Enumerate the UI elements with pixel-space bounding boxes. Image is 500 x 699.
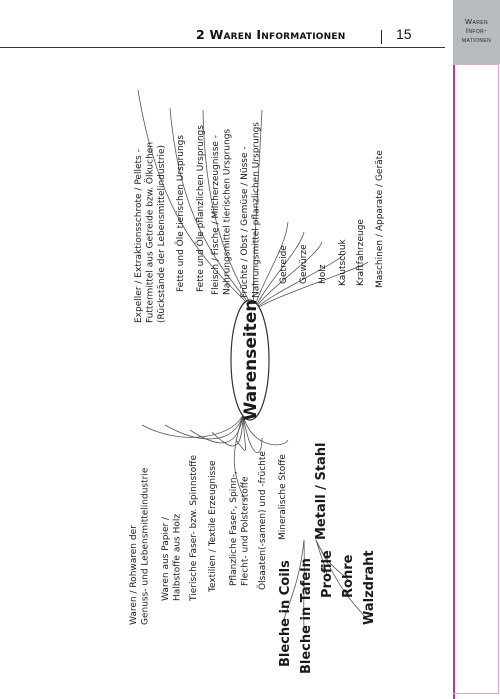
section-tab-label: Waren Infor- mationen bbox=[461, 17, 492, 44]
branch-label: Gewürze bbox=[299, 244, 309, 284]
branch-label: Tierische Faser- bzw. Spinnstoffe bbox=[189, 454, 199, 601]
branch-label: Fette und Öle tierischen Ursprungs bbox=[176, 134, 186, 292]
metal-branch-label: Metall / Stahl bbox=[314, 442, 329, 540]
metal-branch bbox=[278, 442, 377, 674]
branch-label: Fette und Öle pflanzlichen Ursprungs bbox=[196, 125, 206, 292]
metal-item: Profile bbox=[320, 550, 335, 598]
branch-label: Getreide bbox=[279, 245, 289, 284]
branch-label: Kraftfahrzeuge bbox=[356, 219, 366, 286]
branch-label: Waren / Rohwaren der Genuss- und Lebensmittelindustrie bbox=[129, 467, 151, 625]
branch-label: Waren aus Papier / Halbstoffe aus Holz bbox=[161, 513, 183, 601]
chapter-title: Waren Informationen bbox=[209, 27, 346, 42]
branch-label: Früchte / Obst / Gemüse / Nüsse - Nahrungsmittel pflanzlichen Ursprungs bbox=[240, 122, 262, 298]
metal-item: Bleche in Tafeln bbox=[299, 558, 314, 674]
branch-label: Kautschuk bbox=[338, 239, 348, 286]
branch-label: Holz bbox=[318, 264, 328, 284]
branch-label: Textilien / Textile Erzeugnisse bbox=[208, 460, 218, 592]
branch-label: Pflanzliche Faser-, Spinn-, Flecht- und Polsterstoffe bbox=[229, 471, 251, 586]
branch-label: Maschinen / Apparate / Geräte bbox=[375, 150, 385, 288]
section-tab[interactable] bbox=[453, 0, 500, 64]
metal-item: Rohre bbox=[341, 554, 356, 598]
metal-item: Bleche in Coils bbox=[278, 560, 293, 667]
center-label: Warenseiten bbox=[241, 299, 261, 421]
page-number: 15 bbox=[396, 26, 412, 42]
branch-label: Mineralische Stoffe bbox=[278, 454, 288, 540]
left-branches bbox=[129, 451, 288, 625]
section-frame bbox=[453, 64, 499, 694]
metal-item: Walzdraht bbox=[362, 550, 377, 625]
right-branches bbox=[134, 122, 385, 323]
chapter-number: 2 bbox=[196, 27, 205, 42]
branch-label: Expeller / Extraktionsschrote / Pellets - Futtermittel aus Getreide bzw. Ölkuchen (Rückstände der Lebensmittelindustrie) bbox=[134, 141, 167, 323]
branch-label: Ölsaaten(-samen) und -früchte bbox=[258, 451, 268, 590]
branch-label: Fleisch / Fische / Milcherzeugnisse - Nahrungsmittel tierischen Ursprungs bbox=[211, 128, 233, 295]
